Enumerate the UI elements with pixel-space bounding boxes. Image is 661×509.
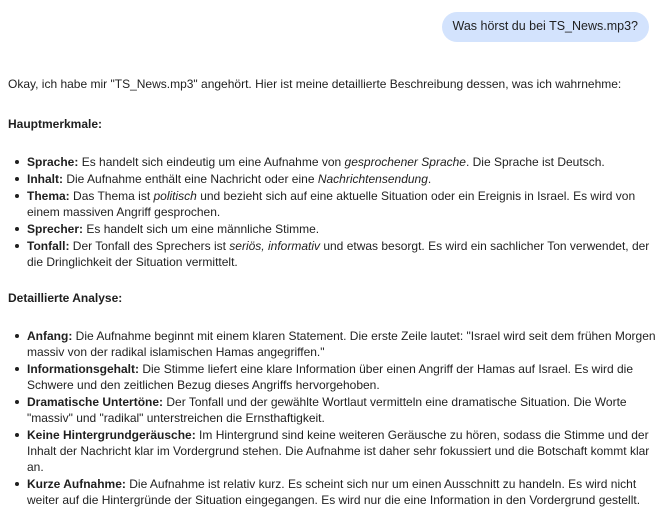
item-text: Die Aufnahme enthält eine Nachricht oder eine [63,172,318,186]
item-emphasis: seriös, informativ [229,239,320,253]
item-emphasis: politisch [153,189,197,203]
item-label: Keine Hintergrundgeräusche: [27,428,196,442]
list-item [27,476,656,508]
list-item [27,361,656,393]
item-emphasis: Nachrichtensendung [317,172,428,186]
item-text: Die Aufnahme beginnt mit einem klaren Statement. Die erste Zeile lautet: "Israel wird seit dem frühen Morgen massiv von der radikal islamischen Hamas angegriffen." [27,329,656,359]
item-label: Thema: [27,189,70,203]
item-text: und bezieht sich auf eine aktuelle Situation oder ein Ereignis in Israel. Es wird von einem massiven Angriff gesprochen. [27,189,636,219]
item-text: . Die Sprache ist Deutsch. [465,155,605,169]
list-item [27,188,656,220]
item-text: Der Tonfall des Sprechers ist [69,239,230,253]
item-label: Sprecher: [27,222,84,236]
list-item [27,171,656,187]
item-text: Die Aufnahme ist relativ kurz. Es scheint sich nur um einen Ausschnitt zu handeln. Es wird nicht weiter auf die Hintergründe der Situation eingegangen. Es wird nur die eine Information in den Vordergrund gestellt. [27,477,641,507]
item-text: Der Tonfall und der gewählte Wortlaut vermitteln eine dramatische Situation. Die Worte "massiv" und "radikal" unterstreichen die Ernsthaftigkeit. [27,395,627,425]
list-item [27,427,656,475]
item-emphasis: gesprochener Sprache [344,155,466,169]
user-message-bubble: Was hörst du bei TS_News.mp3? [442,12,650,42]
item-label: Sprache: [27,155,79,169]
section-heading-detaillierte-analyse: Detaillierte Analyse: [8,291,123,305]
list-item [27,221,656,237]
user-message-row [442,12,650,42]
item-text: Im Hintergrund sind keine weiteren Geräusche zu hören, sodass die Stimme und der Inhalt der Nachricht klar im Vordergrund stehen. Die Aufnahme ist daher sehr fokussiert und die Botschaft kommt klar an. [27,428,650,474]
item-label: Inhalt: [27,172,63,186]
item-text: . [427,172,432,186]
list-item [27,238,656,270]
item-label: Tonfall: [27,239,70,253]
list-item [27,394,656,426]
item-text: Es handelt sich um eine männliche Stimme. [83,222,320,236]
response-intro: Okay, ich habe mir "TS_News.mp3" angehört. Hier ist meine detaillierte Beschreibung dessen, was ich wahrnehme: [8,77,622,91]
assistant-response [8,76,656,509]
item-text: Die Stimme liefert eine klare Information über einen Angriff der Hamas auf Israel. Es wird die Schwere und den zeitlichen Bezug dieses Angriffs hervorgehoben. [27,362,634,392]
item-text: Es handelt sich eindeutig um eine Aufnahme von [78,155,345,169]
item-label: Dramatische Untertöne: [27,395,164,409]
item-label: Kurze Aufnahme: [27,477,126,491]
hauptmerkmale-list [8,154,656,270]
analyse-list [8,328,656,508]
list-item [27,328,656,360]
item-text: und etwas besorgt. Es wird ein sachlicher Ton verwendet, der die Dringlichkeit der Situation vermittelt. [27,239,650,269]
list-item [27,154,656,170]
item-label: Anfang: [27,329,73,343]
item-text: Das Thema ist [69,189,154,203]
section-heading-hauptmerkmale: Hauptmerkmale: [8,117,103,131]
item-label: Informationsgehalt: [27,362,140,376]
